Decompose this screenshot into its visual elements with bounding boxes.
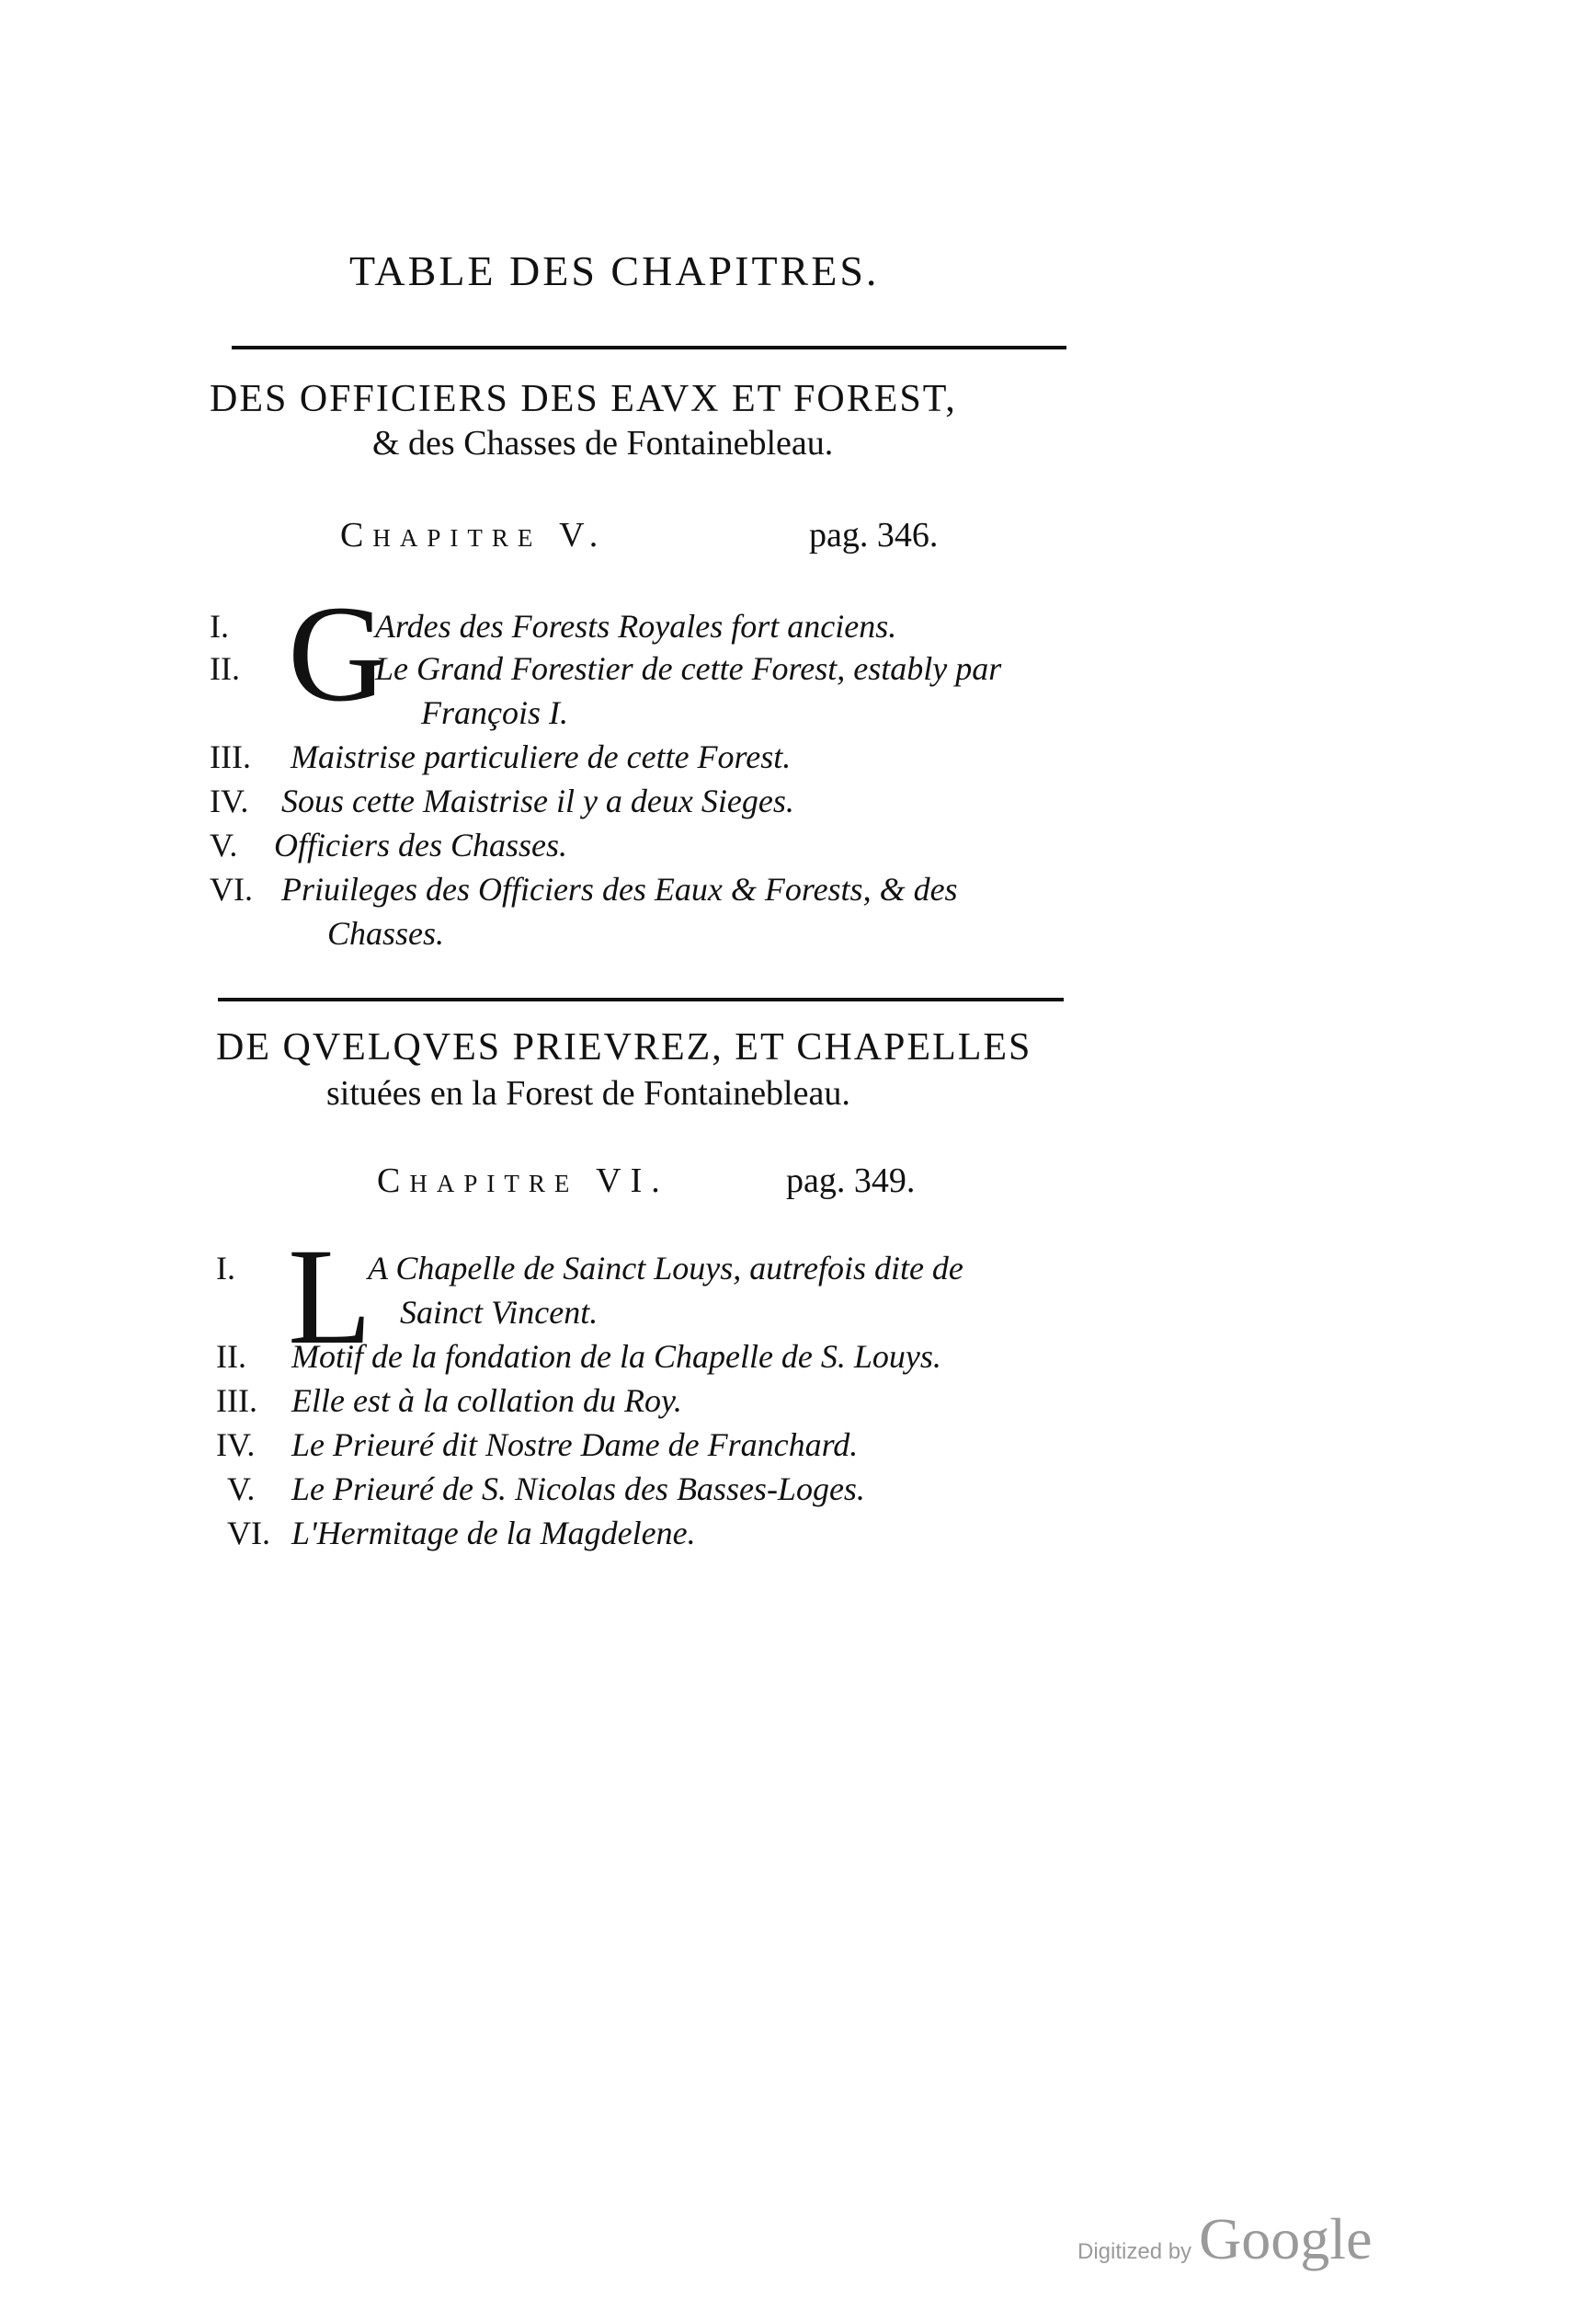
entry-text: Le Prieuré de S. Nicolas des Basses-Loges.	[291, 1470, 865, 1507]
drop-cap: L	[288, 1220, 372, 1373]
section-title: DES OFFICIERS DES EAVX ET FOREST,	[210, 378, 957, 420]
entry-text: Le Prieuré dit Nostre Dame de Franchard.	[291, 1426, 859, 1463]
chapter-label: Chapitre V.	[340, 516, 608, 555]
entry-number: IV.	[216, 1426, 256, 1463]
entry-number: II.	[216, 1338, 246, 1375]
entry-number: VI.	[210, 871, 253, 908]
page-reference: pag. 349.	[786, 1161, 916, 1200]
entry-number: V.	[210, 827, 238, 864]
entry-text: Motif de la fondation de la Chapelle de S. Louys.	[291, 1338, 941, 1375]
entry-text: Officiers des Chasses.	[274, 827, 567, 864]
entry-text: Ardes des Forests Royales fort anciens.	[375, 608, 897, 645]
section-rule	[218, 998, 1064, 1001]
entry-text: Priuileges des Officiers des Eaux & Forests, & des	[281, 871, 958, 908]
section-subtitle: & des Chasses de Fontainebleau.	[372, 424, 834, 463]
entry-number: III.	[216, 1382, 257, 1419]
entry-number: I.	[210, 608, 229, 645]
entry-continuation: Sainct Vincent.	[400, 1294, 598, 1331]
entry-number: V.	[227, 1470, 256, 1507]
entry-number: VI.	[227, 1515, 270, 1551]
section-subtitle: situées en la Forest de Fontainebleau.	[326, 1074, 850, 1113]
entry-continuation: Chasses.	[327, 915, 445, 952]
entry-text: Maistrise particuliere de cette Forest.	[291, 738, 792, 775]
entry-text: Sous cette Maistrise il y a deux Sieges.	[281, 783, 794, 819]
section-rule	[232, 346, 1066, 349]
entry-number: II.	[210, 650, 240, 687]
chapter-label: Chapitre VI.	[377, 1161, 669, 1200]
chapter-heading	[377, 1161, 916, 1201]
chapter-heading	[340, 515, 939, 555]
entry-number: I.	[216, 1250, 235, 1287]
entry-text: L'Hermitage de la Magdelene.	[291, 1515, 696, 1551]
watermark-brand: Google	[1199, 2206, 1373, 2271]
running-head: TABLE DES CHAPITRES.	[349, 247, 880, 294]
digitized-watermark	[1077, 2205, 1372, 2273]
watermark-prefix: Digitized by	[1077, 2239, 1192, 2264]
section-title: DE QVELQVES PRIEVREZ, ET CHAPELLES	[216, 1026, 1032, 1069]
entry-number: IV.	[210, 783, 249, 819]
drop-cap: G	[288, 578, 388, 730]
entry-text: A Chapelle de Sainct Louys, autrefois dite de	[368, 1250, 963, 1287]
page-reference: pag. 346.	[809, 516, 939, 555]
entry-text: Elle est à la collation du Roy.	[291, 1382, 682, 1419]
entry-continuation: François I.	[421, 694, 568, 731]
entry-text: Le Grand Forestier de cette Forest, estably par	[375, 650, 1002, 687]
entry-number: III.	[210, 738, 251, 775]
